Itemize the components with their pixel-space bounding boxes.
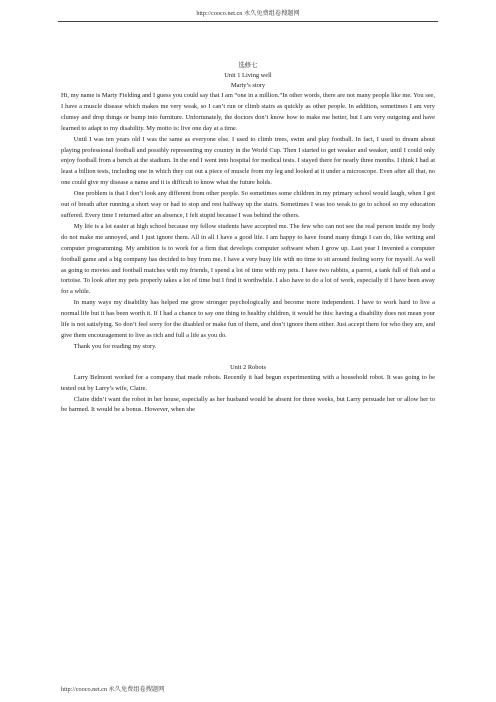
story-title: Marty’s story bbox=[230, 82, 266, 89]
book-label: 选修七 bbox=[238, 62, 258, 69]
paragraph: In many ways my disability has helped me grow stronger psychologically and become more independent. I have to work hard to live a normal life but it has been worth it. If I had a chance to say one thing to healthy children, it would be this: having a disability does not mean your life is not satisfying. So don’t feel sorry for the disabled or make fun of them, and don’t ignore them either. Just accept them for who they are, and give them encouragement to live as rich and full a life as you do. bbox=[61, 299, 435, 339]
paragraph: Larry Belmont worked for a company that made robots. Recently it had begun experimenting with a household robot. It was going to be tested out by Larry’s wife, Claire. bbox=[61, 373, 435, 392]
page-footer: http://cooco.net.cn 永久免费组卷搜题网 bbox=[61, 686, 165, 693]
unit1-title: Unit 1 Living well bbox=[224, 72, 272, 79]
paragraph: Hi, my name is Marty Fielding and I guess you could say that I am “one in a million.”In other words, there are not many people like me. You see, I have a muscle disease which makes me very weak, so I can’t run or climb stairs as quickly as other people. In addition, sometimes I am very clumsy and drop things or bump into furniture. Unfortunately, the doctors don’t know how to make me better, but I am very outgoing and have learned to adapt to my disability. My motto is: live one day at a time. bbox=[61, 92, 435, 132]
paragraph: My life is a lot easier at high school because my fellow students have accepted me. The few who can not see the real person inside my body do not make me annoyed, and I just ignore them. All in all I have a good life. I am happy to have found many things I can do, like writing and computer programming. My ambition is to work for a firm that develops computer software when I grow up. Last year I invented a computer football game and a big company has decided to buy from me. I have a very busy life with no time to sit around feeling sorry for myself. As well as going to movies and football matches with my friends, I spend a lot of time with my pets. I have two rabbits, a parrot, a tank full of fish and a tortoise. To look after my pets properly takes a lot of time but I find it worthwhile. I also have to do a lot of work, especially if I have been away for a while. bbox=[61, 222, 435, 296]
section-gap bbox=[61, 353, 435, 363]
header-divider bbox=[58, 21, 438, 22]
paragraph: Until I was ten years old I was the same as everyone else. I used to climb trees, swim and play football. In fact, I used to dream about playing professional football and possibly representing my country in the World Cup. Then I started to get weaker and weaker, until I could only enjoy football from a bench at the stadium. In the end I went into hospital for medical tests. I stayed there for nearly three months. I think I had at least a billion tests, including one in which they cut out a piece of muscle from my leg and looked at it under a microscope. Even after all that, no one could give my disease a name and it is difficult to know what the future holds. bbox=[61, 135, 435, 187]
closing-line: Thank you for reading my story. bbox=[73, 342, 157, 350]
page-header: http://cooco.net.cn 永久免费组卷搜题网 bbox=[196, 10, 300, 17]
unit2-title: Unit 2 Robots bbox=[230, 363, 266, 371]
paragraph: Claire didn’t want the robot in her house, especially as her husband would be absent for three weeks, but Larry persuade her or allow her to be harmed. It would be a bonus. However, when she bbox=[61, 395, 435, 414]
paragraph: One problem is that I don’t look any different from other people. So sometimes some children in my primary school would laugh, when I got out of breath after running a short way or had to stop and rest halfway up the stairs. Sometimes I was too weak to go to school so my education suffered. Every time I returned after an absence, I felt stupid because I was behind the others. bbox=[61, 190, 435, 219]
document-body bbox=[61, 61, 435, 416]
